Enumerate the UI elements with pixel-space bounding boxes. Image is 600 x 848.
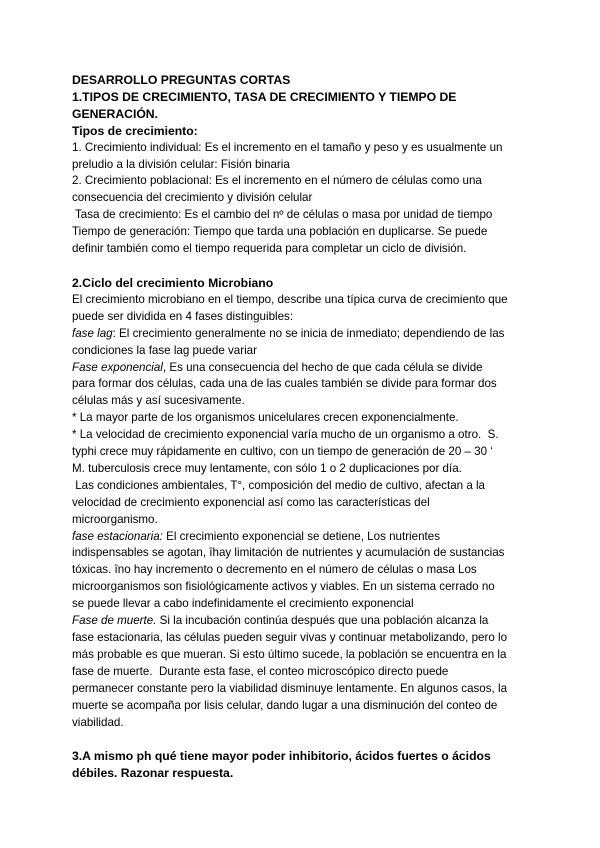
spacer (72, 731, 532, 748)
exponential-phase-line (72, 360, 532, 377)
paragraph-line: typhi crece muy rápidamente en cultivo, con un tiempo de generación de 20 – 30 ‘ (72, 445, 493, 459)
paragraph-line: indispensables se agotan, îhay limitación de nutrientes y acumulación de sustancias (72, 546, 505, 560)
death-phase-text: Si la incubación continúa después que una población alcanza la (156, 614, 489, 628)
exponential-phase-term: Fase exponencial (72, 360, 163, 374)
section-1-heading-line-1: 1.TIPOS DE CRECIMIENTO, TASA DE CRECIMIENTO Y TIEMPO DE (72, 89, 457, 104)
stationary-phase-line (72, 529, 532, 546)
section-1-subheading: Tipos de crecimiento: (72, 123, 198, 138)
paragraph-line: velocidad de crecimiento exponencial así como las características del (72, 495, 430, 509)
death-phase-term: Fase de muerte. (72, 614, 157, 628)
lag-phase-term: fase lag (72, 326, 113, 340)
lag-phase-text: : El crecimiento generalmente no se inicia de inmediato; dependiendo de las (112, 326, 505, 340)
paragraph-line: microorganismos son fisiológicamente activos y viables. En un sistema cerrado no (72, 580, 495, 594)
section-1-heading-line-2: GENERACIÓN. (72, 106, 158, 121)
paragraph-line: tóxicas. îno hay incremento o decremento en el número de células o masa Los (72, 563, 477, 577)
paragraph-line: 1. Crecimiento individual: Es el incremento en el tamaño y peso y es usualmente un (72, 140, 503, 154)
stationary-phase-text: El crecimiento exponencial se detiene, Los nutrientes (162, 529, 440, 543)
spacer (72, 258, 532, 275)
paragraph-line: M. tuberculosis crece muy lentamente, con sólo 1 o 2 duplicaciones por día. (72, 461, 462, 475)
paragraph-line: fase estacionaria, las células pueden seguir vivas y continuar metabolizando, pero lo (72, 631, 508, 644)
paragraph-line: más probable es que mueran. Si esto último sucede, la población se encuentra en la (72, 647, 507, 661)
paragraph-line: Tasa de crecimiento: Es el cambio del nº de células o masa por unidad de tiempo (72, 208, 493, 222)
paragraph-line: viabilidad. (72, 715, 124, 729)
section-3 (72, 748, 532, 782)
section-3-heading-line-1: 3.A mismo ph qué tiene mayor poder inhibitorio, ácidos fuertes o ácidos (72, 749, 491, 764)
paragraph-line: preludio a la división celular: Fisión binaria (72, 157, 290, 171)
paragraph-line: fase de muerte. Durante esta fase, el conteo microscópico directo puede (72, 664, 449, 678)
lag-phase-line (72, 326, 532, 343)
paragraph-line: consecuencia del crecimiento y división celular (72, 191, 313, 205)
paragraph-line: * La velocidad de crecimiento exponencial varía mucho de un organismo a otro. S. (72, 428, 499, 442)
death-phase-line (72, 613, 532, 630)
paragraph-line: para formar dos células, cada una de las cuales también se divide para formar dos (72, 377, 497, 391)
paragraph-line: muerte se acompaña por lisis celular, dando lugar a una disminución del conteo de (72, 698, 498, 712)
paragraph-line: 2. Crecimiento poblacional: Es el incremento en el número de células como una (72, 174, 482, 188)
stationary-phase-term: fase estacionaria: (72, 529, 163, 543)
paragraph-line: condiciones la fase lag puede variar (72, 343, 257, 357)
paragraph-line: células más y así sucesivamente. (72, 394, 245, 408)
section-2-heading: 2.Ciclo del crecimiento Microbiano (72, 275, 274, 290)
paragraph-line: Tiempo de generación: Tiempo que tarda una población en duplicarse. Se puede (72, 225, 488, 239)
paragraph-line: * La mayor parte de los organismos unicelulares crecen exponencialmente. (72, 411, 459, 425)
document-page (72, 72, 532, 782)
paragraph-line: Las condiciones ambientales, T°, composición del medio de cultivo, afectan a la (72, 478, 486, 492)
paragraph-line: se puede llevar a cabo indefinidamente el crecimiento exponencial (72, 597, 414, 611)
document-title: DESARROLLO PREGUNTAS CORTAS (72, 73, 291, 87)
paragraph-line: definir también como el tiempo requerida para completar un ciclo de división. (72, 242, 467, 256)
paragraph-line: El crecimiento microbiano en el tiempo, describe una típica curva de crecimiento que (72, 292, 508, 306)
exponential-phase-text: , Es una consecuencia del hecho de que cada célula se divide (162, 360, 483, 374)
section-1 (72, 89, 532, 258)
section-3-heading-line-2: débiles. Razonar respuesta. (72, 766, 234, 781)
paragraph-line: permanecer constante pero la viabilidad disminuye lentamente. En algunos casos, la (72, 681, 508, 695)
paragraph-line: microorganismo. (72, 512, 158, 526)
section-2 (72, 275, 532, 731)
paragraph-line: puede ser dividida en 4 fases distinguibles: (72, 309, 294, 323)
